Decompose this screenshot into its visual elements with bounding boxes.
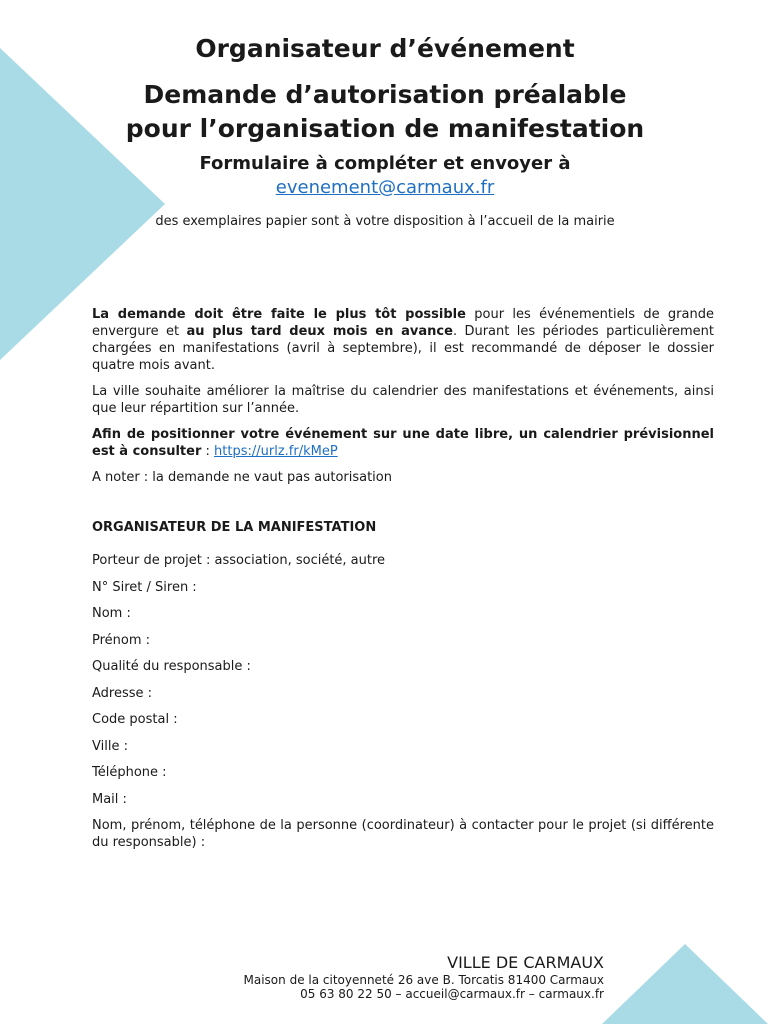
email-line [0,177,770,198]
field-siret: N° Siret / Siren : [92,579,197,595]
footer-org-name: VILLE DE CARMAUX [447,953,604,972]
document-subtitle [0,78,770,146]
document-title: Organisateur d’événement [195,34,575,63]
field-adresse: Adresse : [92,685,153,701]
organiser-fields [92,552,714,851]
email-link[interactable]: evenement@carmaux.fr [275,177,495,198]
intro-bold-1: La demande doit être faite le plus tôt possible [92,307,466,322]
intro-text-2: . Durant les périodes particulièrement chargées en manifestations (avril à septembre), il est recommandé de déposer le dossier quatre mois avant. [92,324,715,373]
field-mail: Mail : [92,791,127,807]
field-ville: Ville : [92,738,128,754]
intro-text-1: pour les événementiels de grande envergure et [92,307,714,339]
footer-address: Maison de la citoyenneté 26 ave B. Torcatis 81400 Carmaux [243,973,604,987]
intro-paragraph-3 [92,426,714,460]
footer-contact: 05 63 80 22 50 – accueil@carmaux.fr – carmaux.fr [300,987,604,1001]
intro-paragraph-1 [92,306,714,374]
field-porteur: Porteur de projet : association, société, autre [92,553,386,568]
subtitle-line-2: pour l’organisation de manifestation [125,114,645,143]
paper-copies-note: des exemplaires papier sont à votre disposition à l’accueil de la mairie [155,214,615,229]
field-code-postal: Code postal : [92,712,178,727]
field-prenom: Prénom : [92,632,151,648]
calendar-note-bold: Afin de positionner votre événement sur une date libre, un calendrier prévisionnel est à consulter [92,427,714,459]
field-qualite: Qualité du responsable : [92,659,251,674]
form-instruction: Formulaire à compléter et envoyer à [199,153,571,174]
intro-paragraph-2: La ville souhaite améliorer la maîtrise du calendrier des manifestations et événements, ainsi que leur répartition sur l’année. [92,384,714,416]
intro-section [92,306,714,495]
subtitle-line-1: Demande d’autorisation préalable [143,80,627,109]
intro-paragraph-4: A noter : la demande ne vaut pas autorisation [92,470,392,485]
intro-bold-2: au plus tard deux mois en avance [186,324,453,339]
calendar-link[interactable]: https://urlz.fr/kMeP [214,444,338,459]
section-title: ORGANISATEUR DE LA MANIFESTATION [92,520,377,535]
field-nom: Nom : [92,606,131,621]
field-telephone: Téléphone : [92,765,167,780]
calendar-note-separator: : [201,444,215,459]
field-contact-person: Nom, prénom, téléphone de la personne (coordinateur) à contacter pour le projet (si différente du responsable) : [92,818,714,850]
